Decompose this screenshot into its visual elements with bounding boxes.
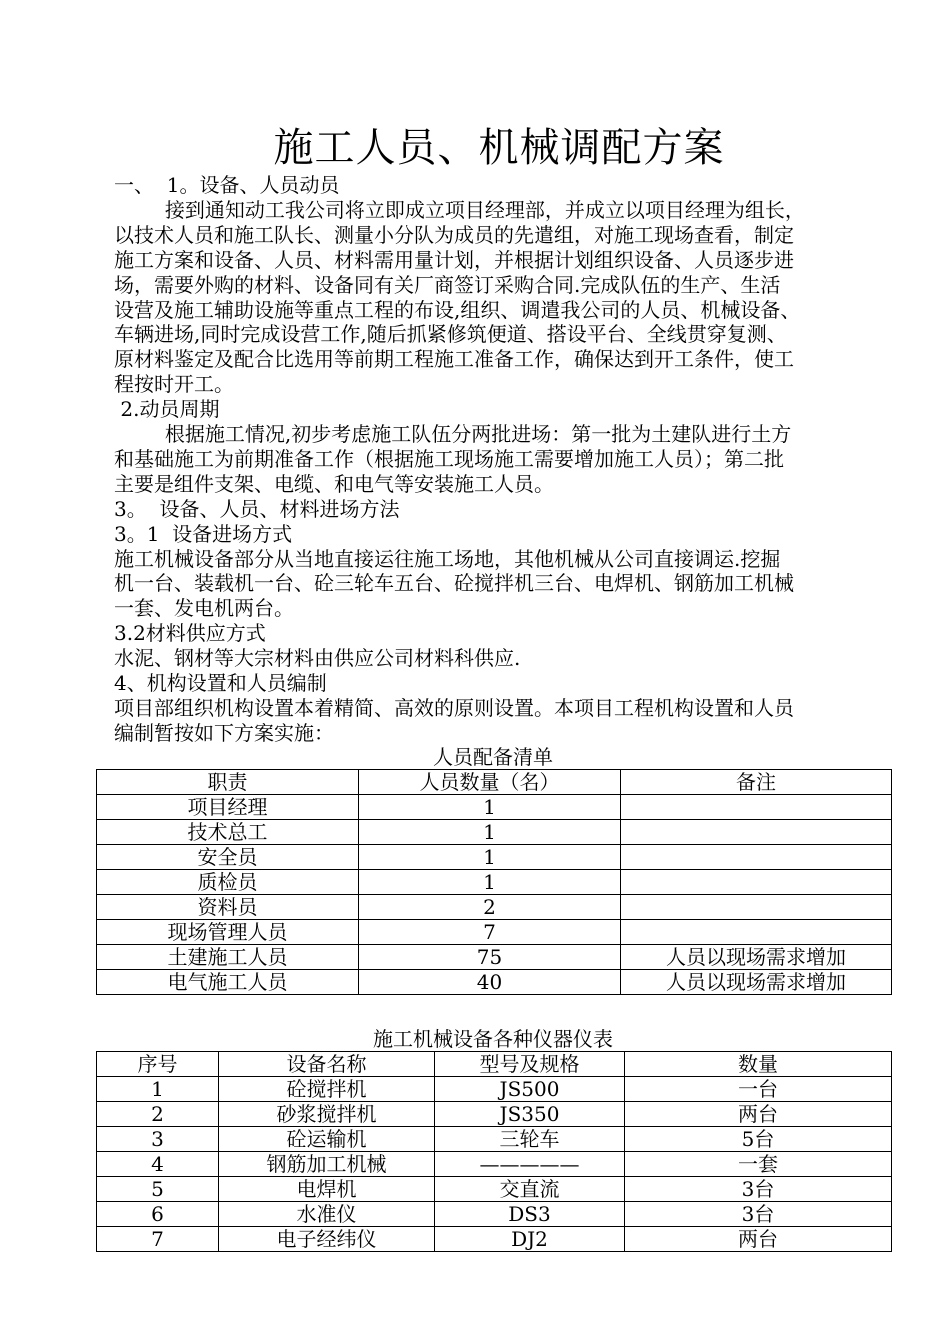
text-line: 编制暂按如下方案实施：: [114, 720, 334, 745]
staff-table: [96, 769, 892, 995]
table-header-row: [97, 770, 892, 795]
text-line: 4、机构设置和人员编制: [114, 671, 327, 695]
table-row: [97, 1102, 892, 1127]
table-cell: 4: [97, 1152, 219, 1177]
table-cell: 6: [97, 1202, 219, 1227]
column-header: 人员数量（名）: [359, 770, 621, 795]
table-cell: 1: [359, 820, 621, 845]
table-row: [97, 795, 892, 820]
table-row: [97, 1127, 892, 1152]
table-row: [97, 1177, 892, 1202]
text-line: 3。 设备、人员、材料进场方法: [114, 496, 400, 521]
table-cell: 3台: [625, 1177, 892, 1202]
table-cell: 1: [359, 795, 621, 820]
table-cell: DS3: [435, 1202, 625, 1227]
table-cell: 3: [97, 1127, 219, 1152]
column-header: 设备名称: [219, 1052, 435, 1077]
table-cell: 砂浆搅拌机: [219, 1102, 435, 1127]
table-cell: 5: [97, 1177, 219, 1202]
table-row: [97, 1152, 892, 1177]
table-cell: 1: [97, 1077, 219, 1102]
table-cell: DJ2: [435, 1227, 625, 1252]
equipment-table: [96, 1051, 892, 1252]
table-cell: 两台: [625, 1227, 892, 1252]
table-cell: [621, 845, 892, 870]
staff-table-caption: 人员配备清单: [433, 745, 553, 769]
table-cell: 电子经纬仪: [219, 1227, 435, 1252]
table-cell: [621, 820, 892, 845]
table-row: [97, 945, 892, 970]
table-cell: 钢筋加工机械: [219, 1152, 435, 1177]
table-cell: 7: [97, 1227, 219, 1252]
text-line: 施工机械设备部分从当地直接运往施工场地，其他机械从公司直接调运.挖掘: [114, 546, 781, 571]
table-cell: [621, 895, 892, 920]
table-cell: 7: [359, 920, 621, 945]
text-line: 程按时开工。: [114, 372, 234, 397]
text-line: 原材料鉴定及配合比选用等前期工程施工准备工作，确保达到开工条件，使工: [114, 347, 794, 372]
text-line: 主要是组件支架、电缆、和电气等安装施工人员。: [114, 471, 554, 496]
table-cell: 75: [359, 945, 621, 970]
table-row: [97, 845, 892, 870]
table-cell: [621, 870, 892, 895]
table-row: [97, 970, 892, 995]
table-cell: 质检员: [97, 870, 359, 895]
equipment-table-caption: 施工机械设备各种仪器仪表: [373, 1027, 613, 1051]
text-line: 水泥、钢材等大宗材料由供应公司材料科供应.: [114, 646, 521, 671]
text-line: 施工方案和设备、人员、材料需用量计划，并根据计划组织设备、人员逐步进: [114, 247, 794, 272]
table-row: [97, 1077, 892, 1102]
table-cell: 项目经理: [97, 795, 359, 820]
table-cell: 水准仪: [219, 1202, 435, 1227]
column-header: 职责: [97, 770, 359, 795]
text-line: 以技术人员和施工队长、测量小分队为成员的先遣组，对施工现场查看，制定: [114, 222, 794, 247]
table-row: [97, 820, 892, 845]
table-cell: 土建施工人员: [97, 945, 359, 970]
table-cell: [621, 920, 892, 945]
table-cell: 一套: [625, 1152, 892, 1177]
text-line: 和基础施工为前期准备工作（根据施工现场施工需要增加施工人员）；第二批: [114, 446, 784, 471]
table-cell: —————: [435, 1152, 625, 1177]
table-cell: 40: [359, 970, 621, 995]
table-cell: 安全员: [97, 845, 359, 870]
table-cell: 现场管理人员: [97, 920, 359, 945]
table-cell: 2: [97, 1102, 219, 1127]
table-cell: 技术总工: [97, 820, 359, 845]
table-cell: 人员以现场需求增加: [621, 970, 892, 995]
text-line: 接到通知动工我公司将立即成立项目经理部，并成立以项目经理为组长，: [114, 197, 805, 222]
text-line: 设营及施工辅助设施等重点工程的布设,组织、调遣我公司的人员、机械设备、: [114, 297, 801, 322]
table-cell: 1: [359, 845, 621, 870]
text-line: 3。1 设备进场方式: [114, 521, 293, 546]
table-cell: 5台: [625, 1127, 892, 1152]
table-cell: 电焊机: [219, 1177, 435, 1202]
table-cell: 人员以现场需求增加: [621, 945, 892, 970]
text-line: 项目部组织机构设置本着精简、高效的原则设置。本项目工程机构设置和人员: [114, 695, 794, 720]
text-line: 一套、发电机两台。: [114, 596, 294, 621]
table-cell: JS500: [435, 1077, 625, 1102]
text-line: 车辆进场,同时完成设营工作,随后抓紧修筑便道、搭设平台、全线贯穿复测、: [114, 322, 787, 347]
text-line: 场，需要外购的材料、设备同有关厂商签订采购合同.完成队伍的生产、生活: [114, 272, 781, 297]
table-header-row: [97, 1052, 892, 1077]
text-line: 一、 1。设备、人员动员: [114, 173, 340, 197]
table-row: [97, 920, 892, 945]
table-cell: 三轮车: [435, 1127, 625, 1152]
table-cell: JS350: [435, 1102, 625, 1127]
text-line: 3.2材料供应方式: [114, 621, 266, 646]
table-cell: 砼搅拌机: [219, 1077, 435, 1102]
table-row: [97, 1202, 892, 1227]
table-row: [97, 1227, 892, 1252]
text-line: 根据施工情况,初步考虑施工队伍分两批进场：第一批为土建队进行土方: [114, 422, 792, 446]
table-cell: 一台: [625, 1077, 892, 1102]
table-cell: 两台: [625, 1102, 892, 1127]
text-line: 机一台、装载机一台、砼三轮车五台、砼搅拌机三台、电焊机、钢筋加工机械: [114, 571, 794, 596]
column-header: 数量: [625, 1052, 892, 1077]
text-line: 2.动员周期: [114, 397, 220, 422]
column-header: 序号: [97, 1052, 219, 1077]
table-cell: 资料员: [97, 895, 359, 920]
table-cell: 2: [359, 895, 621, 920]
page-title: 施工人员、机械调配方案: [273, 125, 725, 171]
table-row: [97, 870, 892, 895]
table-cell: 3台: [625, 1202, 892, 1227]
table-cell: 砼运输机: [219, 1127, 435, 1152]
column-header: 型号及规格: [435, 1052, 625, 1077]
table-row: [97, 895, 892, 920]
table-cell: 交直流: [435, 1177, 625, 1202]
table-cell: 1: [359, 870, 621, 895]
table-cell: 电气施工人员: [97, 970, 359, 995]
table-cell: [621, 795, 892, 820]
column-header: 备注: [621, 770, 892, 795]
